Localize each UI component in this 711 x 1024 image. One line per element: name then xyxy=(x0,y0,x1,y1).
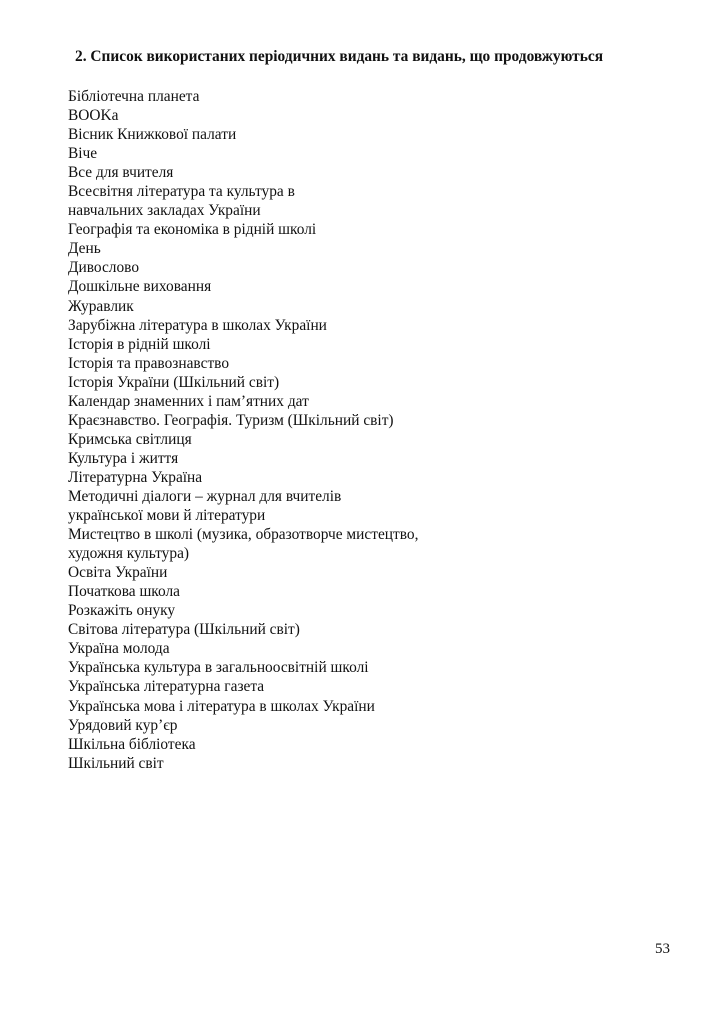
list-item: Шкільна бібліотека xyxy=(68,735,196,753)
list-item: Світова література (Шкільний світ) xyxy=(68,621,300,639)
list-item: Історія України (Шкільний світ) xyxy=(68,373,280,391)
list-item: Дошкільне виховання xyxy=(68,278,212,296)
list-item: Географія та економіка в рідній школі xyxy=(68,221,317,239)
list-item: Вісник Книжкової палати xyxy=(68,126,237,144)
list-item: Освіта України xyxy=(68,564,168,582)
list-item: Зарубіжна література в школах України xyxy=(68,316,327,334)
page-number: 53 xyxy=(655,941,670,957)
section-heading: 2. Список використаних періодичних видань та видань, що продовжуються xyxy=(75,48,604,65)
list-item: Мистецтво в школі (музика, образотворче мистецтво, xyxy=(68,526,419,544)
list-item: Шкільний світ xyxy=(68,754,164,772)
list-item: День xyxy=(68,240,101,258)
list-item: Історія в рідній школі xyxy=(68,335,211,353)
list-item: навчальних закладах України xyxy=(68,202,261,220)
list-item: Історія та правознавство xyxy=(68,354,230,372)
list-item: Всесвітня література та культура в xyxy=(68,183,295,201)
list-item: Методичні діалоги – журнал для вчителів xyxy=(68,487,342,505)
list-item: Віче xyxy=(68,145,98,163)
list-item: BOOKа xyxy=(68,107,119,125)
list-item: Календар знаменних і пам’ятних дат xyxy=(68,392,309,410)
list-item: Українська культура в загальноосвітній школі xyxy=(68,659,369,677)
list-item: Бібліотечна планета xyxy=(68,88,200,105)
list-item: художня культура) xyxy=(68,545,190,563)
list-item: української мови й літератури xyxy=(68,507,266,525)
list-item: Україна молода xyxy=(68,640,170,658)
list-item: Українська літературна газета xyxy=(68,678,265,696)
list-item: Журавлик xyxy=(68,297,134,315)
list-item: Все для вчителя xyxy=(68,164,174,182)
list-item: Початкова школа xyxy=(68,583,180,601)
list-item: Урядовий кур’єр xyxy=(68,716,178,734)
list-item: Кримська світлиця xyxy=(68,430,192,448)
list-item: Розкажіть онуку xyxy=(68,602,176,620)
list-item: Дивослово xyxy=(68,259,140,277)
periodicals-list xyxy=(68,87,678,773)
list-item: Українська мова і література в школах України xyxy=(68,697,375,715)
list-item: Літературна Україна xyxy=(68,468,203,486)
list-item: Культура і життя xyxy=(68,449,179,467)
list-item: Краєзнавство. Географія. Туризм (Шкільний світ) xyxy=(68,411,394,429)
